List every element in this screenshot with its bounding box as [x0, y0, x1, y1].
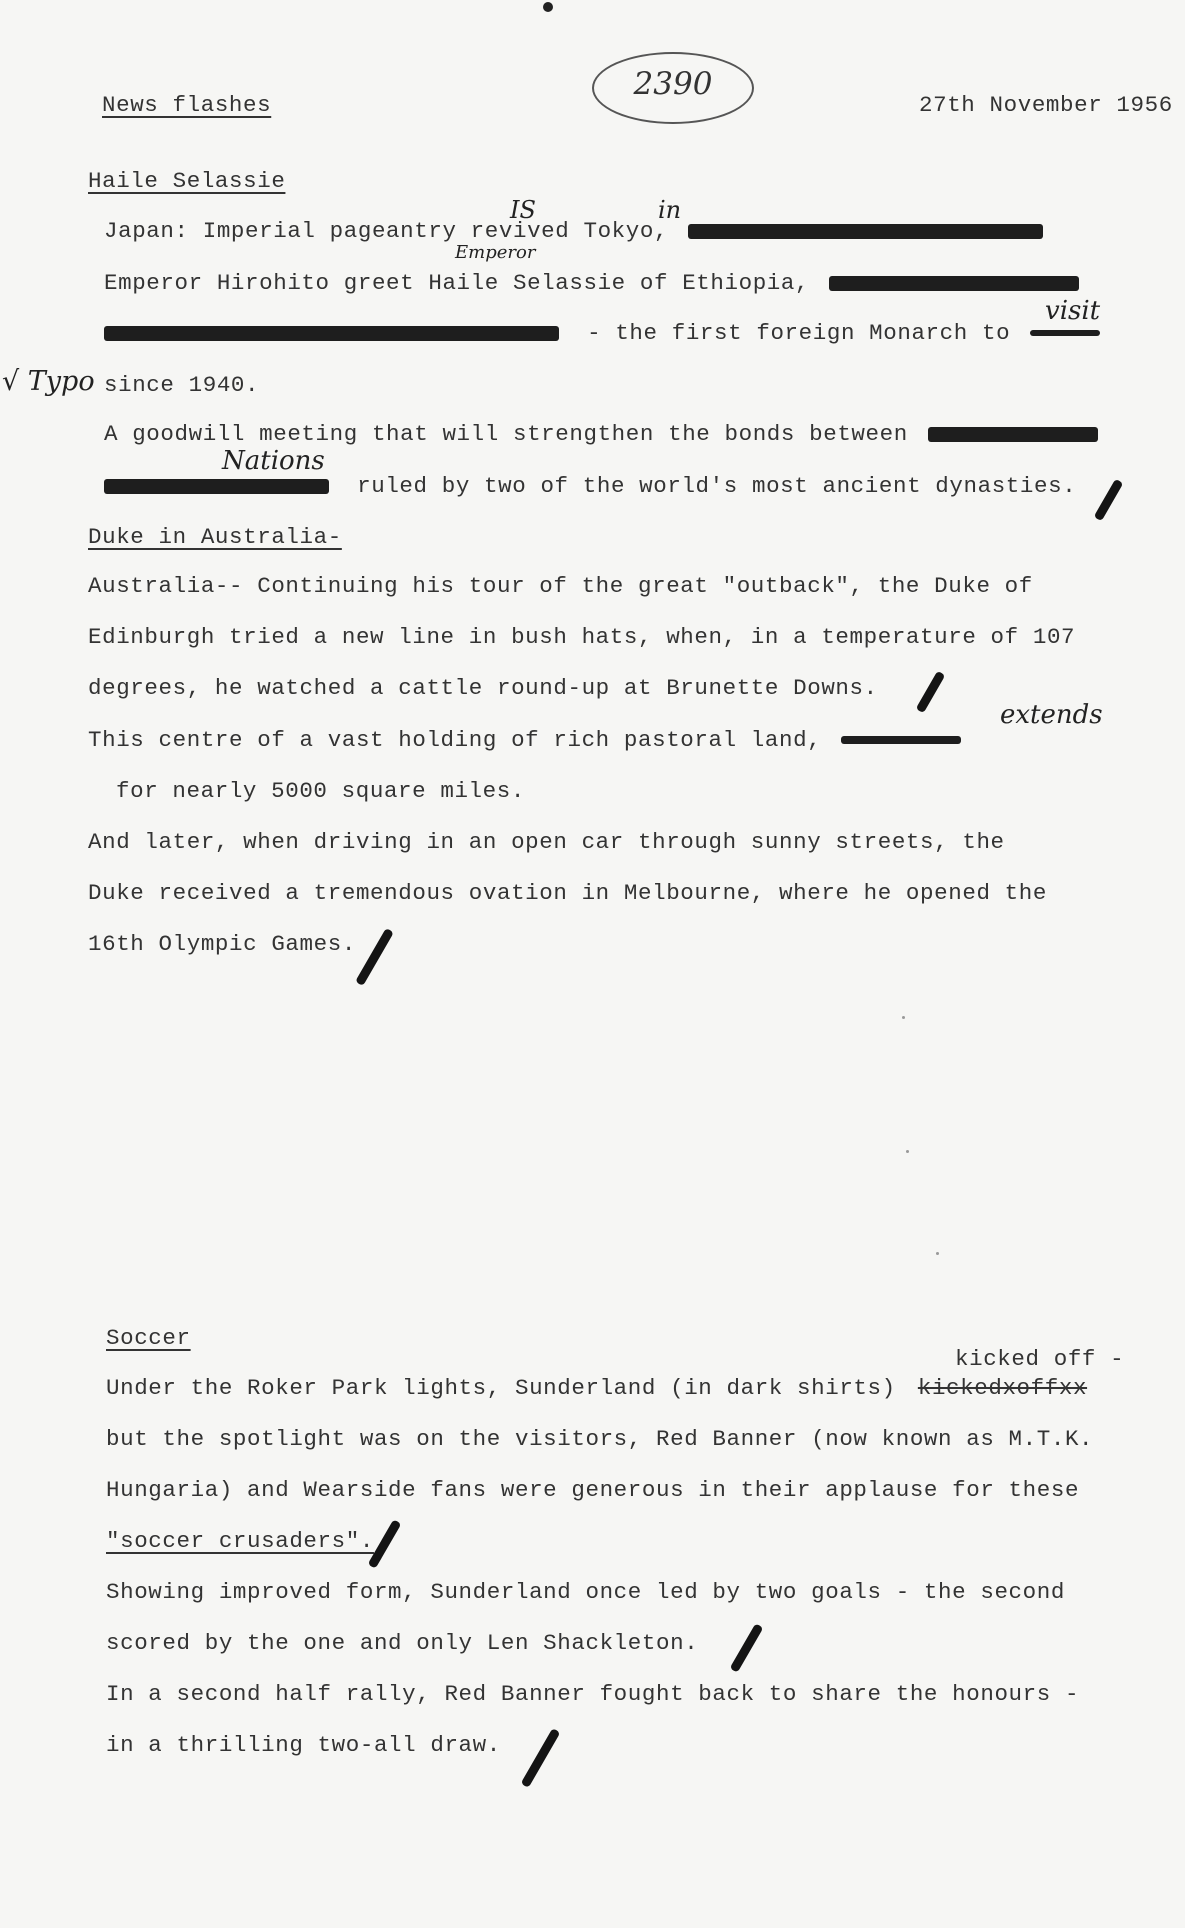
soccer-line-4: "soccer crusaders".	[106, 1528, 374, 1554]
duke-line-5: for nearly 5000 square miles.	[116, 778, 525, 804]
redaction	[688, 224, 1043, 239]
handwritten-emperor: Emperor	[455, 242, 536, 263]
line-text: - the first foreign Monarch to	[587, 320, 1011, 346]
handwritten-nations: Nations	[222, 446, 325, 476]
soccer-line-6: scored by the one and only Len Shackleton.	[106, 1630, 699, 1656]
struck-text: kickedxoffxx	[917, 1375, 1088, 1401]
line-text: This centre of a vast holding of rich pastoral land,	[88, 727, 822, 753]
haile-line-6	[104, 473, 1076, 499]
line-text: Japan: Imperial pageantry revived Tokyo,	[104, 218, 669, 244]
edit-slash-mark	[916, 671, 946, 714]
haile-line-1	[104, 218, 1043, 244]
section-heading-duke-australia: Duke in Australia-	[88, 524, 342, 550]
soccer-line-8: in a thrilling two-all draw.	[106, 1732, 501, 1758]
haile-line-2	[104, 270, 1079, 296]
edit-slash-mark	[730, 1623, 764, 1673]
haile-line-4: since 1940.	[104, 372, 260, 398]
duke-line-1: Australia-- Continuing his tour of the great "outback", the Duke of	[88, 573, 1033, 599]
stamp-number: 2390	[633, 66, 713, 102]
typed-insert-kicked-off: kicked off -	[955, 1346, 1125, 1372]
handwritten-is: IS	[510, 196, 536, 224]
redaction	[928, 427, 1098, 442]
handwritten-typo-mark: √ Typo	[2, 366, 95, 397]
document-date: 27th November 1956	[919, 92, 1173, 118]
page-title: News flashes	[102, 92, 272, 118]
duke-line-2: Edinburgh tried a new line in bush hats, when, in a temperature of 107	[88, 624, 1076, 650]
haile-line-3	[104, 320, 1100, 346]
line-text: Emperor Hirohito greet Haile Selassie of Ethiopia,	[104, 270, 810, 296]
line-text: Under the Roker Park lights, Sunderland (in dark shirts)	[106, 1375, 896, 1401]
edit-slash-mark	[521, 1728, 561, 1788]
duke-line-8: 16th Olympic Games.	[88, 931, 356, 957]
reference-stamp	[592, 52, 754, 124]
duke-line-3: degrees, he watched a cattle round-up at Brunette Downs.	[88, 675, 878, 701]
paper-speck	[902, 1016, 905, 1019]
edit-slash-mark	[1094, 479, 1124, 522]
duke-line-6: And later, when driving in an open car through sunny streets, the	[88, 829, 1005, 855]
handwritten-visit: visit	[1045, 296, 1101, 326]
soccer-line-5: Showing improved form, Sunderland once led by two goals - the second	[106, 1579, 1065, 1605]
section-heading-soccer: Soccer	[106, 1325, 191, 1351]
soccer-line-3: Hungaria) and Wearside fans were generous in their applause for these	[106, 1477, 1080, 1503]
redaction	[104, 326, 559, 341]
redaction	[1030, 330, 1100, 336]
line-text: ruled by two of the world's most ancient dynasties.	[357, 473, 1077, 499]
haile-line-5	[104, 421, 1098, 447]
duke-line-4	[88, 727, 961, 753]
redaction	[829, 276, 1079, 291]
handwritten-in: in	[658, 196, 682, 224]
edit-slash-mark	[355, 928, 394, 986]
soccer-line-2: but the spotlight was on the visitors, Red Banner (now known as M.T.K.	[106, 1426, 1094, 1452]
handwritten-extends: extends	[1000, 700, 1103, 730]
duke-line-7: Duke received a tremendous ovation in Melbourne, where he opened the	[88, 880, 1047, 906]
paper-speck	[936, 1252, 939, 1255]
soccer-line-7: In a second half rally, Red Banner fought back to share the honours -	[106, 1681, 1080, 1707]
redaction	[104, 479, 329, 494]
line-text: A goodwill meeting that will strengthen the bonds between	[104, 421, 908, 447]
punch-mark	[543, 2, 553, 12]
paper-speck	[906, 1150, 909, 1153]
redaction	[841, 736, 961, 744]
section-heading-haile-selassie: Haile Selassie	[88, 168, 286, 194]
soccer-line-1	[106, 1375, 1087, 1401]
